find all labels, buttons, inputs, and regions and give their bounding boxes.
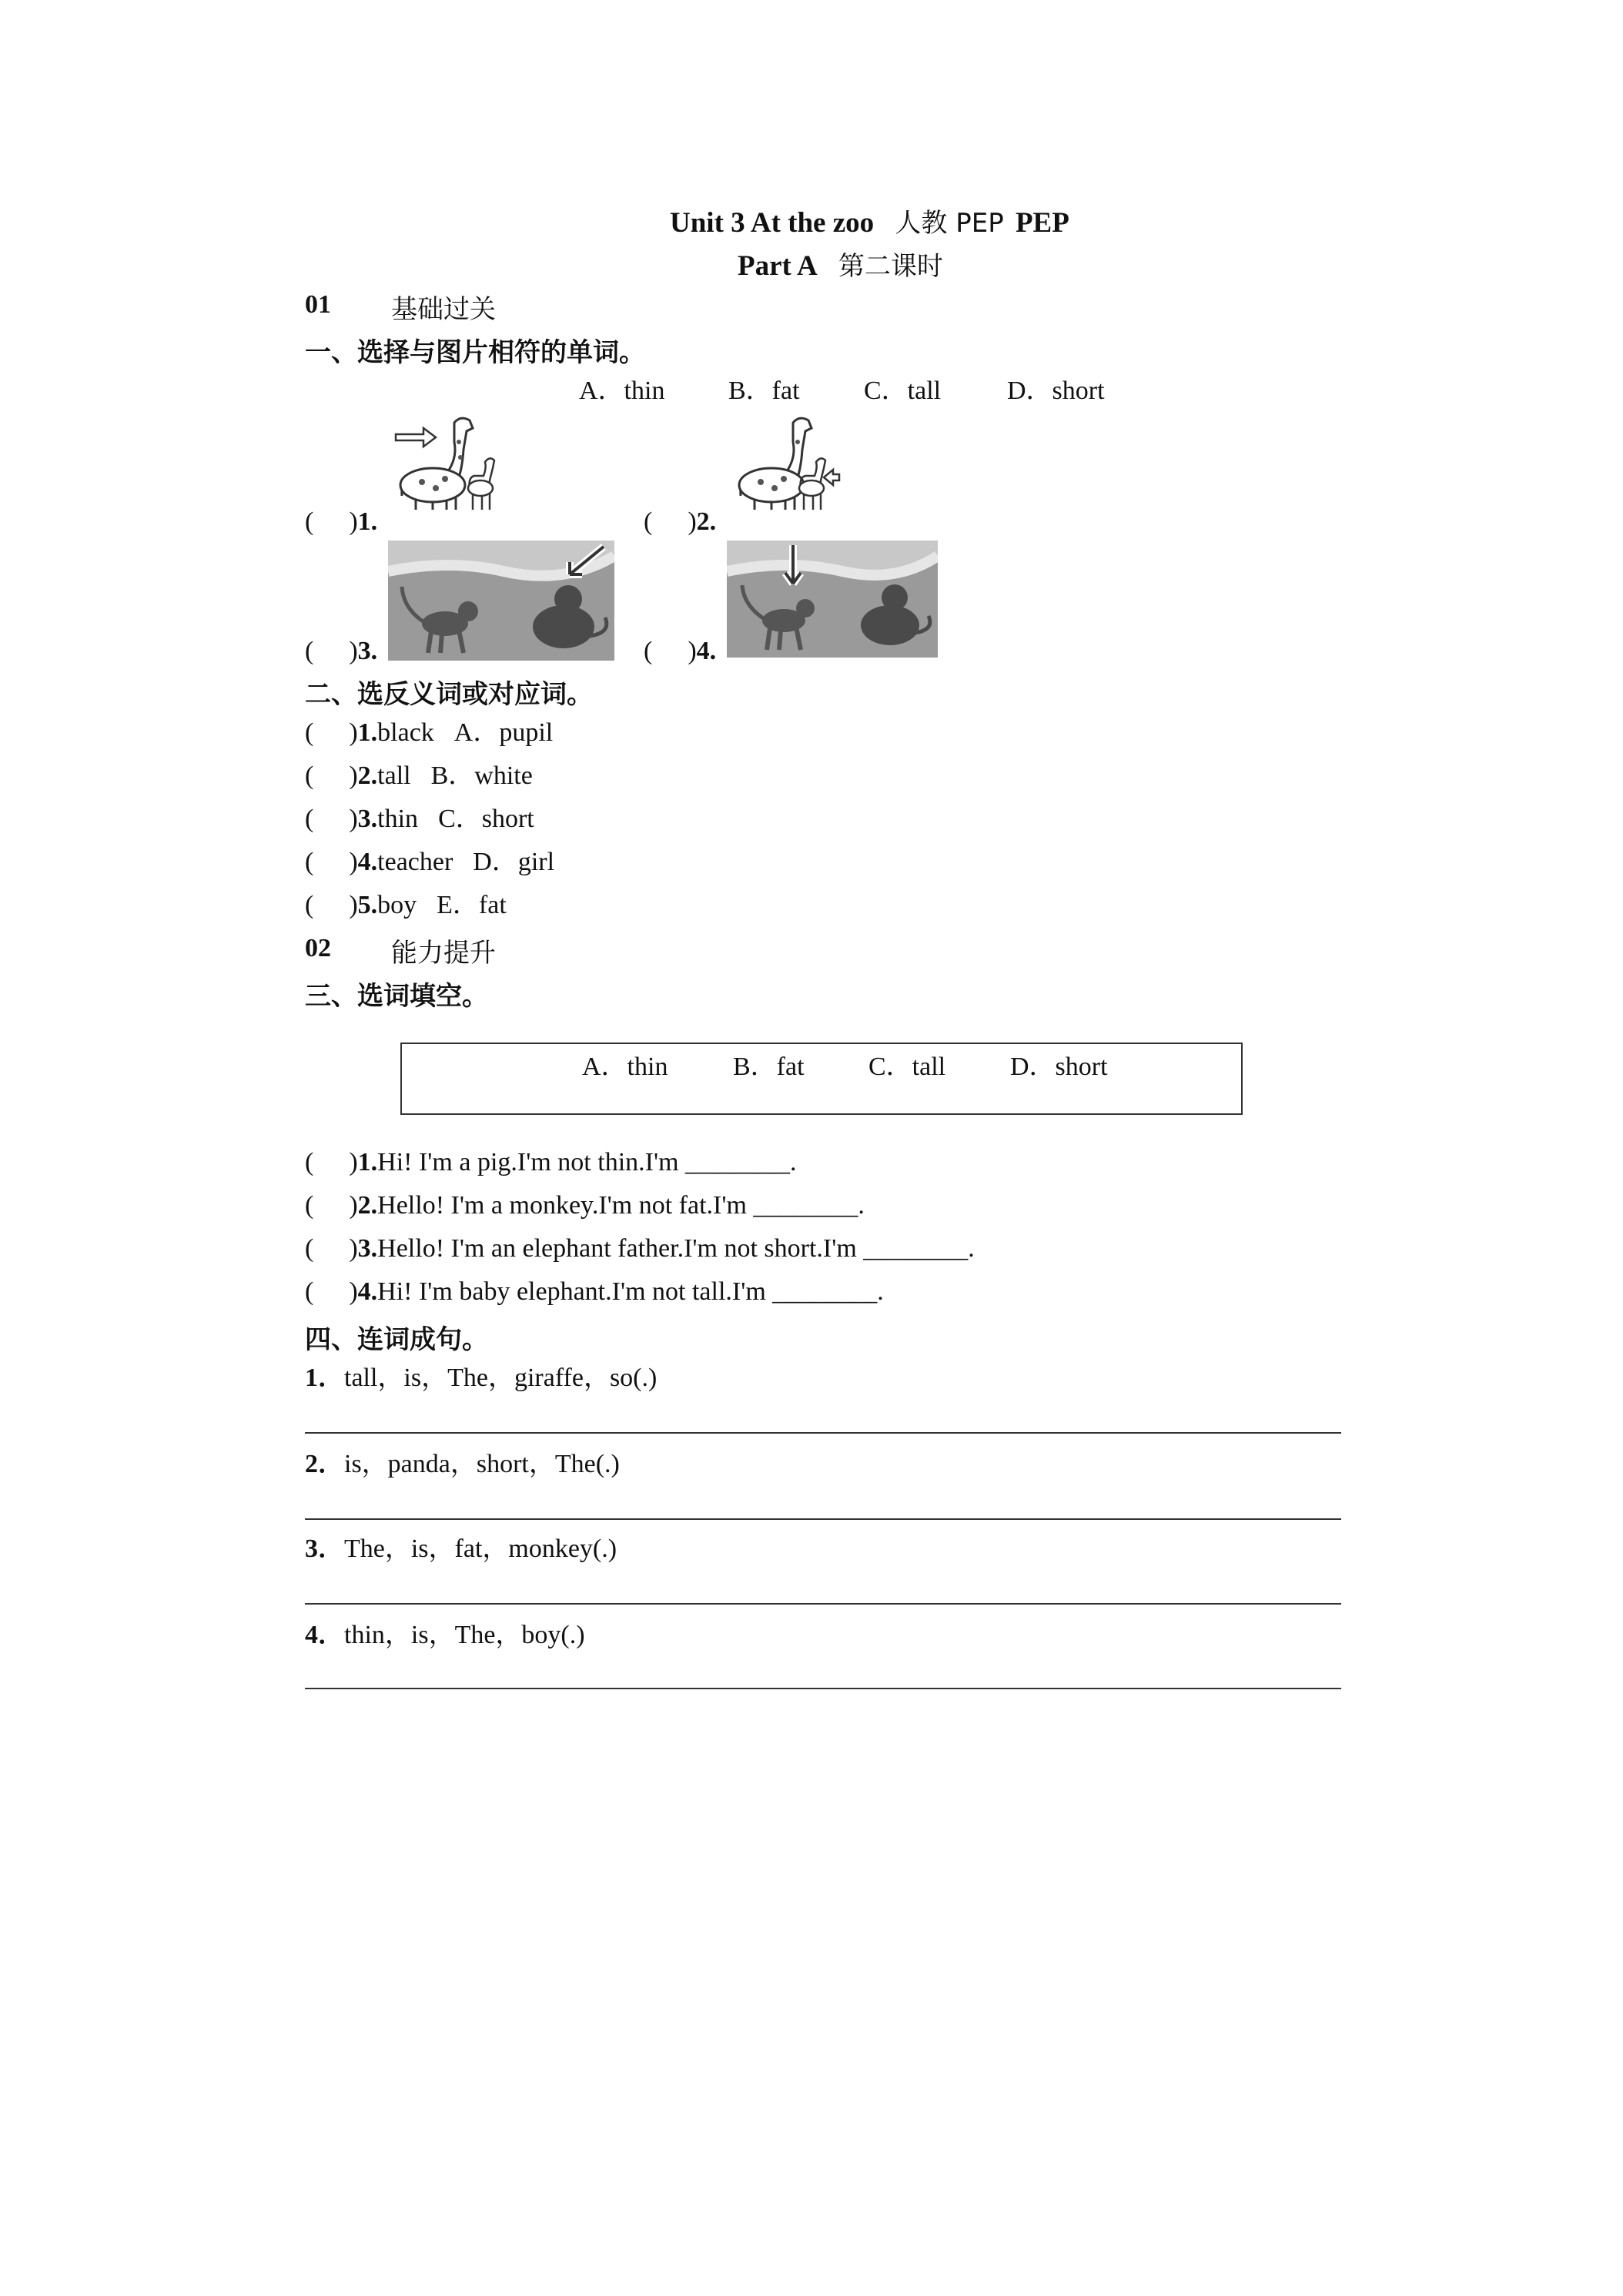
q4-answer-line-1[interactable] — [305, 1432, 1341, 1434]
q3-item-2: ( )2.Hello! I'm a monkey.I'm not fat.I'm ________. — [305, 1191, 865, 1220]
q1-option-a: A．thin — [579, 377, 665, 405]
q3-item-3: ( )3.Hello! I'm an elephant father.I'm not short.I'm ________. — [305, 1234, 975, 1263]
q3-option-a: A．thin — [582, 1053, 668, 1081]
giraffes-tall-picture — [387, 411, 502, 527]
q1-item-1: ( )1. — [305, 507, 378, 536]
title-en: Unit 3 At the zoo — [670, 207, 875, 239]
q4-item-4: 4．thin，is，The，boy(.) — [305, 1621, 585, 1649]
q1-heading: 一、选择与图片相符的单词。 — [305, 337, 645, 368]
page-title — [670, 202, 1069, 239]
subtitle-en: Part A — [738, 250, 818, 282]
q4-item-2: 2．is，panda，short，The(.) — [305, 1450, 620, 1478]
q4-answer-line-4[interactable] — [305, 1688, 1341, 1689]
q3-heading: 三、选词填空。 — [305, 981, 488, 1012]
q2-item-3: ( )3.thin C．short — [305, 805, 534, 833]
section-01-label: 基础过关 — [391, 294, 496, 325]
subtitle-cn: 第二课时 — [838, 251, 944, 282]
title-pep: PEP — [1015, 207, 1069, 239]
section-02-label: 能力提升 — [391, 938, 496, 969]
q1-option-d: D．short — [1007, 377, 1105, 405]
page-subtitle — [738, 245, 943, 283]
q1-item-2: ( )2. — [644, 507, 717, 536]
q4-answer-line-2[interactable] — [305, 1518, 1341, 1520]
q3-option-b: B．fat — [733, 1053, 805, 1081]
q2-heading: 二、选反义词或对应词。 — [305, 679, 593, 710]
section-02-number: 02 — [305, 934, 331, 962]
monkeys-thin-picture — [727, 541, 938, 658]
q3-option-d: D．short — [1010, 1053, 1108, 1081]
q1-item-4: ( )4. — [644, 637, 717, 665]
section-01-number: 01 — [305, 290, 331, 319]
q2-item-2: ( )2.tall B．white — [305, 761, 533, 790]
q1-option-c: C．tall — [864, 377, 942, 405]
q3-word-box — [400, 1043, 1243, 1115]
q3-option-c: C．tall — [868, 1053, 946, 1081]
q2-item-4: ( )4.teacher D．girl — [305, 848, 555, 876]
q1-item-3: ( )3. — [305, 637, 378, 665]
q3-item-4: ( )4.Hi! I'm baby elephant.I'm not tall.I'm ________. — [305, 1277, 884, 1306]
title-cn: 人教 PEP — [895, 208, 1004, 239]
giraffes-short-picture — [725, 411, 841, 527]
q1-option-b: B．fat — [728, 377, 800, 405]
q3-item-1: ( )1.Hi! I'm a pig.I'm not thin.I'm ________. — [305, 1148, 797, 1176]
q4-item-1: 1．tall，is，The，giraffe，so(.) — [305, 1364, 658, 1392]
q2-item-1: ( )1.black A．pupil — [305, 718, 554, 747]
q2-item-5: ( )5.boy E．fat — [305, 891, 507, 919]
q4-answer-line-3[interactable] — [305, 1603, 1341, 1605]
q4-item-3: 3．The，is，fat，monkey(.) — [305, 1535, 617, 1563]
q4-heading: 四、连词成句。 — [305, 1324, 488, 1355]
monkeys-fat-picture — [388, 541, 614, 661]
